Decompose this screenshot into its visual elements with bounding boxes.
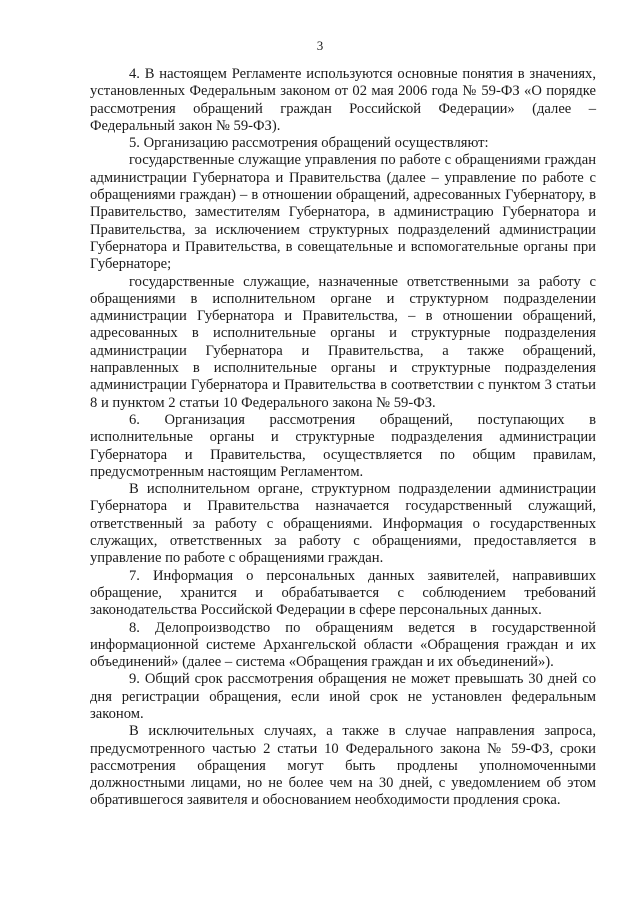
paragraph-item-8-record-keeping: 8. Делопроизводство по обращениям ведется в государственной информационной системе Архангельской области «Обращения граждан и их объединений» (далее – система «Обращения граждан и их объединений»). bbox=[90, 619, 596, 671]
paragraph-item-9-term: 9. Общий срок рассмотрения обращения не может превышать 30 дней со дня регистрации обращения, если иной срок не установлен федеральным законом. bbox=[90, 671, 596, 722]
paragraph-item-4-terms: 4. В настоящем Регламенте используются основные понятия в значениях, установленных Федеральным законом от 02 мая 2006 года № 59-ФЗ «О порядке рассмотрения обращений граждан Российской Федерации» (далее – Федеральный закон № 59-ФЗ). bbox=[90, 66, 596, 134]
paragraph-item-6-assigned-officer: В исполнительном органе, структурном подразделении администрации Губернатора и Правительства назначается государственный служащий, ответственный за работу с обращениями. Информация о государственных служащих, ответственных за работу с обращениями, предоставляется в управление по работе с обращениями граждан. bbox=[90, 481, 596, 567]
document-body bbox=[90, 66, 596, 810]
page-number: 3 bbox=[316, 38, 324, 53]
paragraph-item-5-appeals-department: государственные служащие управления по работе с обращениями граждан администрации Губернатора и Правительства (далее – управление по работе с обращениями граждан) – в отношении обращений, адресованных Губернатору, в Правительство, заместителям Губернатора, в администрацию Губернатора и Правительства, за исключением структурных подразделений администрации Губернатора и Правительства, в совещательные и вспомогательные органы при Губернаторе; bbox=[90, 152, 596, 273]
paragraph-item-7-personal-data: 7. Информация о персональных данных заявителей, направивших обращение, хранится и обрабатывается с соблюдением требований законодательства Российской Федерации в сфере персональных данных. bbox=[90, 567, 596, 619]
paragraph-item-5-responsible-officers: государственные служащие, назначенные ответственными за работу с обращениями в исполнительном органе и структурном подразделении администрации Губернатора и Правительства, – в отношении обращений, адресованных в исполнительные органы и структурные подразделения администрации Губернатора и Правительства, а также обращений, направленных в исполнительные органы и структурные подразделения администрации Губернатора и Правительства в соответствии с пунктом 3 статьи 8 и пунктом 2 статьи 10 Федерального закона № 59-ФЗ. bbox=[90, 273, 596, 411]
paragraph-item-9-extension: В исключительных случаях, а также в случае направления запроса, предусмотренного частью 2 статьи 10 Федерального закона № 59-ФЗ, сроки рассмотрения обращения могут быть продлены уполномоченными должностными лицами, но не более чем на 30 дней, с уведомлением об этом обратившегося заявителя и обоснованием необходимости продления срока. bbox=[90, 723, 596, 809]
paragraph-item-5-intro: 5. Организацию рассмотрения обращений осуществляют: bbox=[129, 135, 489, 152]
paragraph-item-6-general-rules: 6. Организация рассмотрения обращений, поступающих в исполнительные органы и структурные подразделения администрации Губернатора и Правительства, осуществляется по общим правилам, предусмотренным настоящим Регламентом. bbox=[90, 411, 596, 480]
